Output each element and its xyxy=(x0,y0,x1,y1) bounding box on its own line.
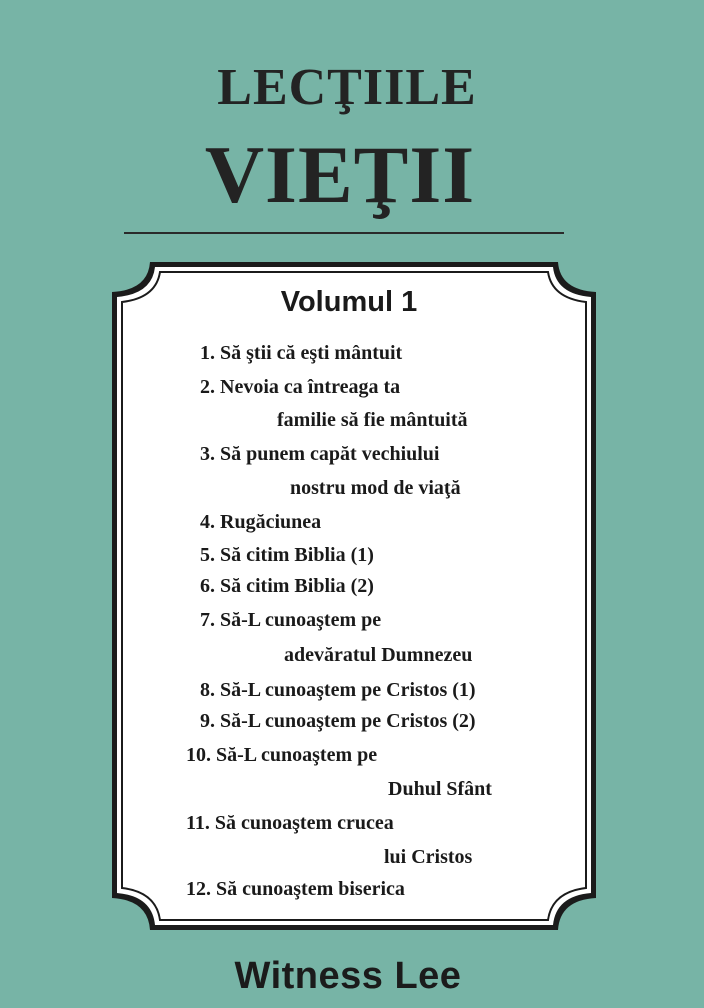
toc-item-4 xyxy=(200,511,321,534)
toc-item-5 xyxy=(200,544,374,567)
toc-item-12 xyxy=(186,878,405,901)
toc-item-number: 6. xyxy=(200,575,215,597)
toc-item-10-continuation: Duhul Sfânt xyxy=(388,778,492,800)
toc-item-title: Să-L cunoaştem pe xyxy=(220,609,382,631)
toc-item-number: 7. xyxy=(200,609,215,631)
toc-item-title: Să punem capăt vechiului xyxy=(220,443,440,465)
toc-item-number: 12. xyxy=(186,878,211,900)
toc-item-number: 10. xyxy=(186,744,211,766)
toc-item-number: 5. xyxy=(200,544,215,566)
volume-heading: Volumul 1 xyxy=(280,286,418,318)
toc-item-11 xyxy=(186,812,394,835)
toc-item-1 xyxy=(200,342,402,365)
title-line-1: LECŢIILE xyxy=(217,59,477,116)
toc-item-number: 1. xyxy=(200,342,215,364)
toc-item-number: 2. xyxy=(200,376,215,398)
toc-item-title: Să-L cunoaştem pe xyxy=(216,744,378,766)
toc-item-title: Să citim Biblia (2) xyxy=(220,575,374,597)
toc-item-title: Să citim Biblia (1) xyxy=(220,544,374,566)
toc-item-7-continuation: adevăratul Dumnezeu xyxy=(284,644,473,666)
toc-item-title: Să cunoaştem biserica xyxy=(216,878,405,900)
toc-item-title: Să ştii că eşti mântuit xyxy=(220,342,403,364)
toc-item-number: 9. xyxy=(200,710,215,732)
toc-item-2-continuation: familie să fie mântuită xyxy=(277,409,468,431)
toc-item-10 xyxy=(186,744,377,767)
toc-item-2 xyxy=(200,376,400,399)
toc-item-11-continuation: lui Cristos xyxy=(384,846,473,868)
toc-item-title: Rugăciunea xyxy=(220,511,322,533)
toc-item-7 xyxy=(200,609,381,632)
toc-item-6 xyxy=(200,575,374,598)
toc-item-number: 11. xyxy=(186,812,210,834)
toc-item-number: 8. xyxy=(200,679,215,701)
toc-item-number: 3. xyxy=(200,443,215,465)
toc-item-8 xyxy=(200,679,476,702)
toc-item-3-continuation: nostru mod de viaţă xyxy=(290,477,461,499)
toc-item-number: 4. xyxy=(200,511,215,533)
author-name: Witness Lee xyxy=(234,955,462,997)
toc-item-title: Să-L cunoaştem pe Cristos (1) xyxy=(220,679,476,701)
toc-item-title: Să cunoaştem crucea xyxy=(214,812,394,834)
toc-item-title: Să-L cunoaştem pe Cristos (2) xyxy=(220,710,476,732)
toc-item-3 xyxy=(200,443,439,466)
toc-item-title: Nevoia ca întreaga ta xyxy=(220,376,401,398)
title-line-2: VIEŢII xyxy=(204,129,476,220)
toc-item-9 xyxy=(200,710,476,733)
